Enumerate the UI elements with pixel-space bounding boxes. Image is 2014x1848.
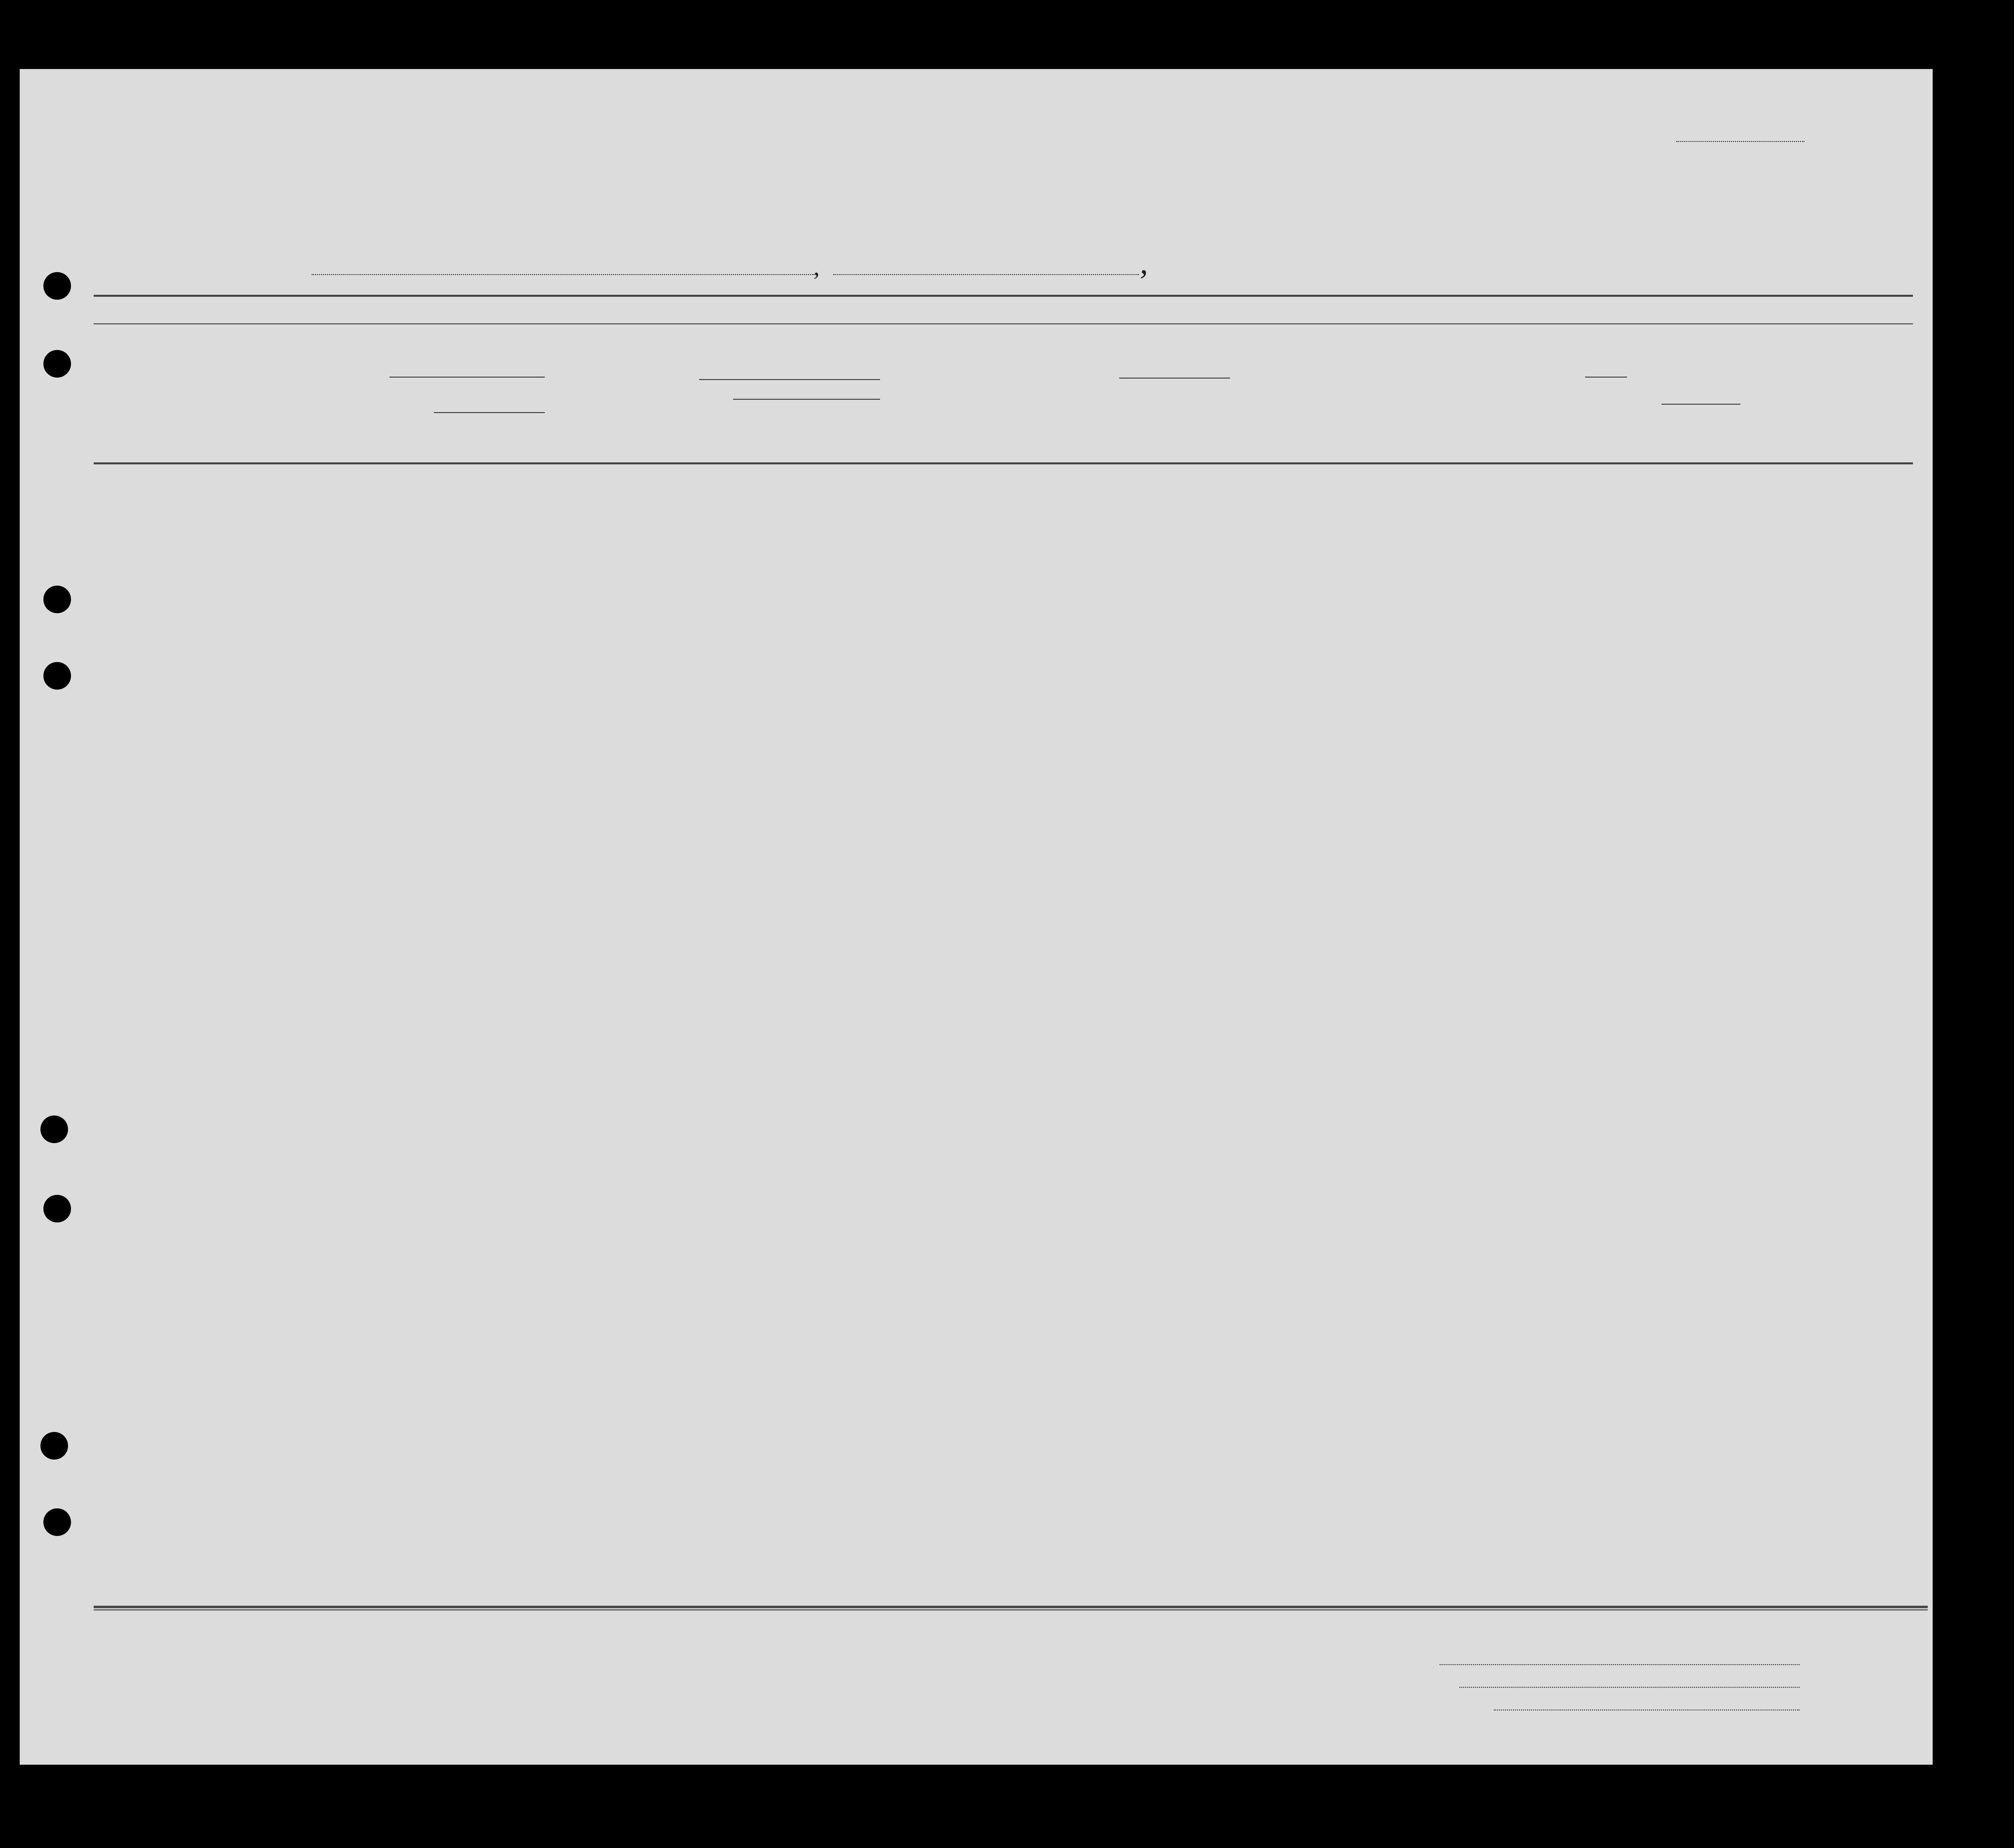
col30-label xyxy=(1424,328,1446,461)
col26-label xyxy=(1277,328,1298,461)
col34-inches xyxy=(1607,414,1625,461)
agents-field[interactable] xyxy=(1494,1709,1800,1710)
col21-label xyxy=(669,325,697,461)
col24-a xyxy=(1122,381,1166,459)
col19-label xyxy=(547,325,573,461)
col29-label xyxy=(1381,328,1421,461)
line-field[interactable] xyxy=(1440,1664,1800,1665)
col31-label xyxy=(1449,328,1471,461)
col24-b xyxy=(1169,381,1197,459)
col28-label xyxy=(1327,328,1378,461)
owners-field[interactable] xyxy=(1459,1687,1800,1688)
col25-label xyxy=(1233,328,1272,461)
col27-label xyxy=(1303,328,1323,461)
comma: , xyxy=(813,253,820,280)
year-prefix: , xyxy=(1140,245,1148,281)
col24-c xyxy=(1200,381,1228,459)
col34-feet xyxy=(1588,414,1605,461)
